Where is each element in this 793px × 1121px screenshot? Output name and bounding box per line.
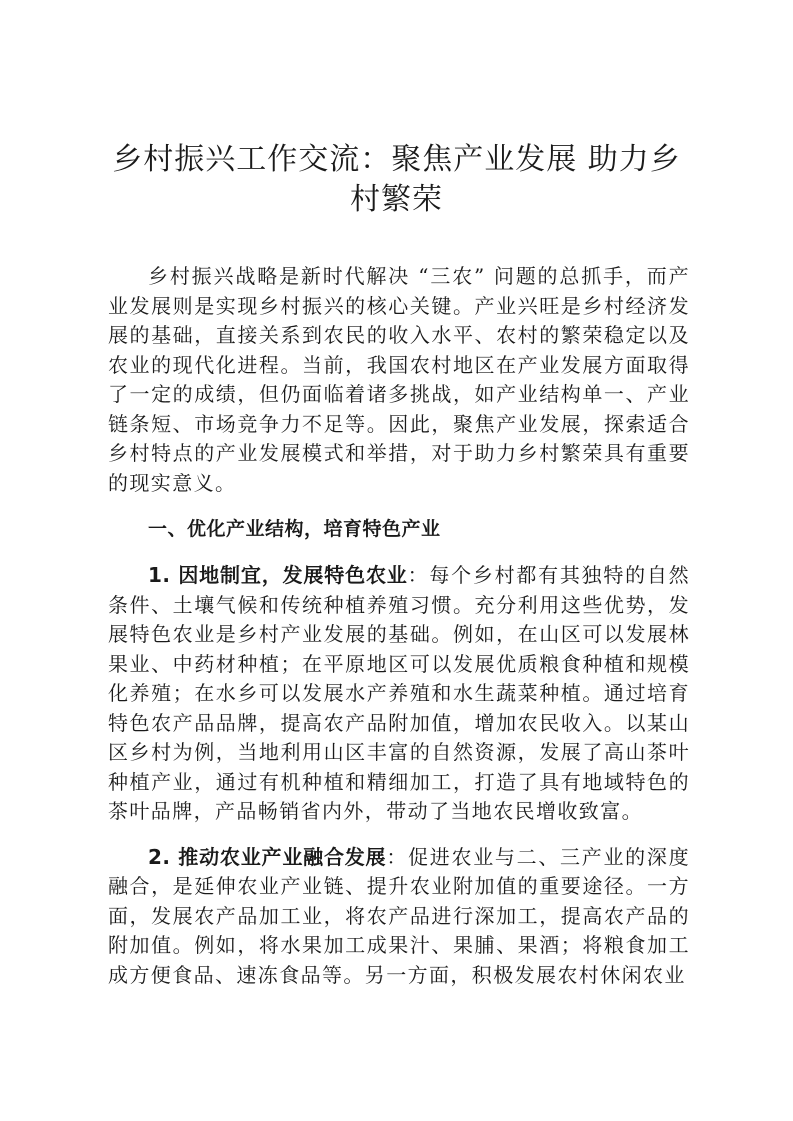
document-title: 乡村振兴工作交流：聚焦产业发展 助力乡村繁荣 [112, 142, 681, 217]
item-text: ：每个乡村都有其独特的自然条件、土壤气候和传统种植养殖习惯。充分利用这些优势，发展特色农业是乡村产业发展的基础。例如，在山区可以发展林果业、中药材种植；在平原地区可以发展优质粮食种植和规模化养殖；在水乡可以发展水产养殖和水生蔬菜种植。通过培育特色农产品品牌，提高农产品附加值，增加农民收入。以某山区乡村为例，当地利用山区丰富的自然资源，发展了高山茶叶种植产业，通过有机种植和精细加工，打造了具有地域特色的茶叶品牌，产品畅销省内外，带动了当地农民增收致富。 [108, 563, 690, 823]
section-item-paragraph [108, 843, 690, 991]
paragraph-gap [108, 827, 690, 843]
intro-paragraph: 乡村振兴战略是新时代解决 “三农” 问题的总抓手，而产业发展则是实现乡村振兴的核心关键。产业兴旺是乡村经济发展的基础，直接关系到农民的收入水平、农村的繁荣稳定以及农业的现代化进程。当前，我国农村地区在产业发展方面取得了一定的成绩，但仍面临着诸多挑战，如产业结构单一、产业链条短、市场竞争力不足等。因此，聚焦产业发展，探索适合乡村特点的产业发展模式和举措，对于助力乡村繁荣具有重要的现实意义。 [108, 264, 690, 495]
section-item-paragraph [108, 561, 690, 827]
item-lead: 2. 推动农业产业融合发展 [148, 844, 387, 869]
item-lead: 1. 因地制宜，发展特色农业 [148, 563, 408, 587]
document-body [108, 262, 690, 990]
item-text: ：促进农业与二、三产业的深度融合，是延伸农业产业链、提升农业附加值的重要途径。一方面，发展农产品加工业，将农产品进行深加工，提高农产品的附加值。例如，将水果加工成果汁、果脯、果酒；将粮食加工成方便食品、速冻食品等。另一方面，积极发展农村休闲农业 [108, 844, 690, 987]
section-heading: 一、优化产业结构，培育特色产业 [148, 518, 441, 540]
